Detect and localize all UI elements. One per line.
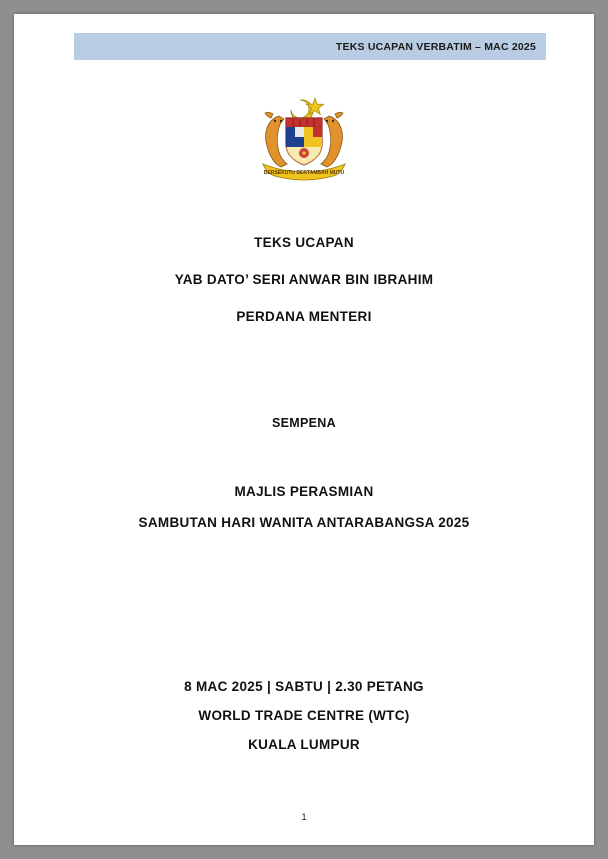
header-band: [74, 33, 546, 60]
event-line-1: MAJLIS PERASMIAN: [234, 484, 374, 499]
venue-line-2: KUALA LUMPUR: [248, 737, 360, 752]
title-block: [14, 224, 594, 335]
date-time-line: 8 MAC 2025 | SABTU | 2.30 PETANG: [184, 679, 424, 694]
document-page: [14, 14, 594, 845]
coat-of-arms-icon: [14, 94, 594, 182]
sempena-label: SEMPENA: [272, 416, 336, 430]
event-block: [14, 476, 594, 538]
svg-text:BERSEKUTU BERTAMBAH MUTU: BERSEKUTU BERTAMBAH MUTU: [263, 170, 345, 176]
page-number: 1: [301, 812, 307, 823]
header-band-text: TEKS UCAPAN VERBATIM – MAC 2025: [335, 40, 536, 53]
title-line-2: YAB DATO’ SERI ANWAR BIN IBRAHIM: [174, 272, 434, 287]
title-line-3: PERDANA MENTERI: [236, 309, 372, 324]
sempena-block: [14, 412, 594, 434]
venue-line-1: WORLD TRADE CENTRE (WTC): [198, 708, 410, 723]
event-line-2: SAMBUTAN HARI WANITA ANTARABANGSA 2025: [138, 515, 470, 530]
title-line-1: TEKS UCAPAN: [254, 235, 354, 250]
venue-block: [14, 672, 594, 759]
